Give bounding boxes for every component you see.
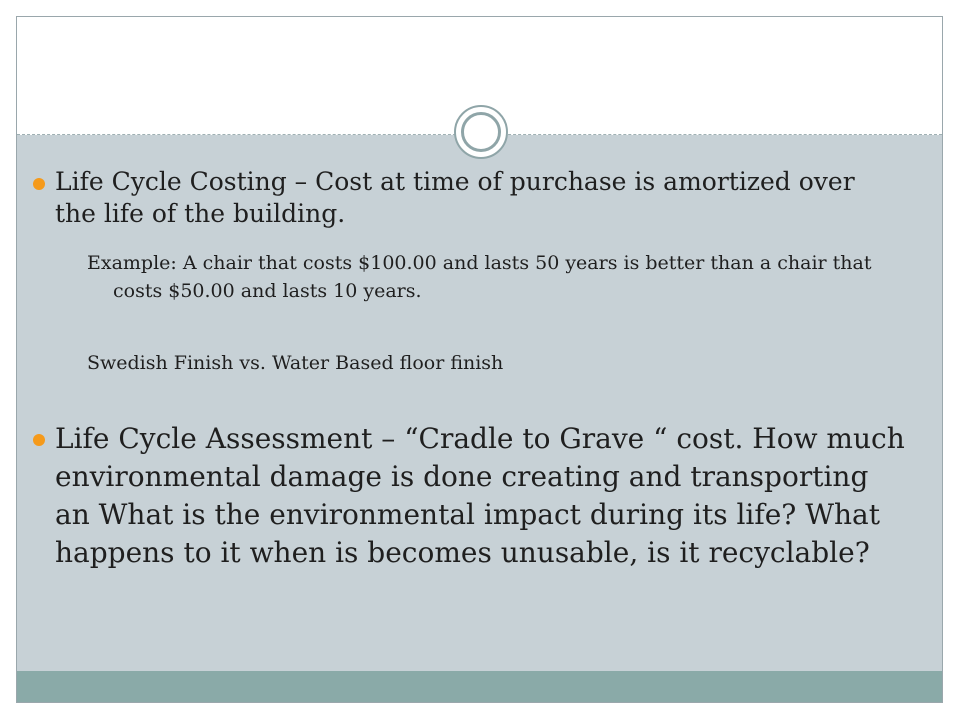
sub-item-floor-finish: Swedish Finish vs. Water Based floor finish bbox=[87, 352, 504, 374]
bullet-life-cycle-costing: Life Cycle Costing – Cost at time of purchase is amortized over the life of the building. bbox=[55, 167, 855, 228]
decorative-circle-icon bbox=[454, 105, 508, 159]
bullet-life-cycle-assessment: Life Cycle Assessment – “Cradle to Grave “ cost. How much environmental damage is done creating and transporting an What is the environmental impact during its life? What happens to it when is becomes unusable, is it recyclable? bbox=[55, 422, 905, 569]
sub-item-chair-example: Example: A chair that costs $100.00 and lasts 50 years is better than a chair that costs $50.00 and lasts 10 years. bbox=[87, 252, 872, 302]
bullet-dot-icon bbox=[33, 434, 45, 446]
bullet-dot-icon bbox=[33, 178, 45, 190]
footer-bar bbox=[17, 671, 942, 703]
